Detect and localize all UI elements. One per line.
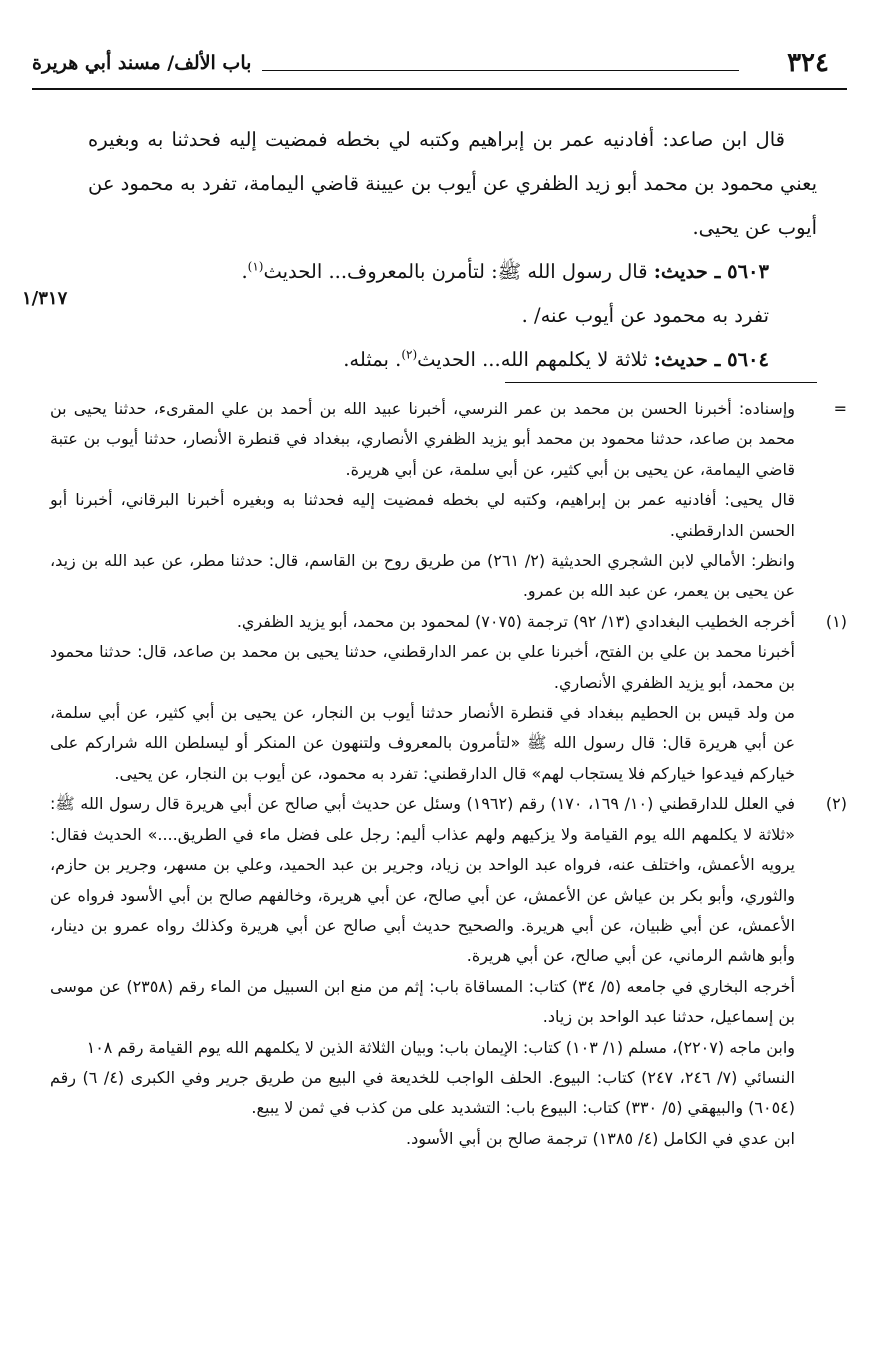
footnote-2 bbox=[32, 789, 847, 1154]
hadith-text: قال رسول الله ﷺ: لتأمرن بالمعروف... الحديث bbox=[263, 260, 654, 283]
footnote-paragraph: في العلل للدارقطني (١٠/ ١٦٩، ١٧٠) رقم (١٩٦٢) وسئل عن حديث أبي صالح عن أبي هريرة قال رسول الله ﷺ: «ثلاثة لا يكلمهم الله يوم القيامة ولا يزكيهم ولهم عذاب أليم: رجل على فضل ماء في الطريق....» الحديث فقال: يرويه الأعمش، واختلف عنه، فرواه عبد الواحد بن زياد، وجرير بن عبد الحميد، وعلي بن مسهر، وجرير بن حازم، والثوري، وأبو بكر بن عياش عن الأعمش، عن أبي صالح، عن أبي هريرة، وخالفهم صالح بن أبي الأسود فرواه عن الأعمش، عن أبي ظبيان، عن أبي هريرة. والصحيح حديث أبي صالح عن أبي هريرة وكذلك رواه عمرو بن دينار، وأبو هاشم الرماني، عن أبي صالح، عن أبي هريرة. bbox=[50, 794, 796, 966]
footnote-paragraph: من ولد قيس بن الحطيم ببغداد في قنطرة الأنصار حدثنا أيوب بن النجار، عن يحيى بن أبي كثير، عن أبي سلمة، عن أبي هريرة قال: قال رسول الله ﷺ «لتأمرون بالمعروف ولتنهون عن المنكر أو ليسلطن الله شراركم على خياركم فيدعوا خياركم فلا يستجاب لهم» قال الدارقطني: تفرد به محمود، عن أيوب بن النجار، عن يحيى. bbox=[50, 703, 795, 783]
footnote-separator bbox=[505, 382, 817, 383]
hadith-text: ثلاثة لا يكلمهم الله... الحديث bbox=[417, 348, 654, 371]
continuation-mark: = bbox=[833, 399, 847, 418]
footnote-paragraph: وانظر: الأمالي لابن الشجري الحديثية (٢/ ٢٦١) من طريق روح بن القاسم، قال: حدثنا مطر، عن عبد الله بن زيد، عن يحيى بن يعمر، عن عبد الله بن عمرو. bbox=[50, 551, 795, 601]
page-header bbox=[32, 38, 847, 88]
footnotes bbox=[32, 394, 847, 1154]
header-dash bbox=[262, 70, 739, 71]
footnote-paragraph: قال يحيى: أفادنيه عمر بن إبراهيم، وكتبه لي بخطه فمضيت إليه فحدثنا به وبغيره أخبرنا البرقاني، أخبرنا أبو الحسن الدارقطني. bbox=[50, 490, 795, 540]
hadith-number: ٥٦٠٤ ـ حديث: bbox=[653, 348, 769, 371]
footnote-ref-1: (١) bbox=[247, 259, 264, 274]
footnote-paragraph: وإسناده: أخبرنا الحسن بن محمد بن عمر النرسي، أخبرنا عبيد الله بن أحمد بن علي المقرىء، حدثنا يحيى بن محمد بن صاعد، حدثنا محمود بن محمد أبو يزيد الظفري الأنصاري، ببغداد في قنطرة الأنصار، حدثنا أيوب بن عتبة قاضي اليمامة، عن يحيى بن أبي كثير، عن أبي سلمة، عن أبي هريرة. bbox=[50, 399, 795, 479]
page-number: ٣٢٤ bbox=[787, 48, 829, 78]
footnote-paragraph: ابن عدي في الكامل (٤/ ١٣٨٥) ترجمة صالح بن أبي الأسود. bbox=[406, 1128, 795, 1148]
hadith-end: . bbox=[241, 260, 248, 283]
tafarrud-line: تفرد به محمود عن أيوب عنه/ . bbox=[521, 304, 769, 327]
hadith-number: ٥٦٠٣ ـ حديث: bbox=[653, 260, 769, 283]
paragraph-ibn-saed: قال ابن صاعد: أفادنيه عمر بن إبراهيم وكتبه لي بخطه فمضيت إليه فحدثنا به وبغيره يعني محمود بن محمد أبو زيد الظفري عن أيوب بن عيينة قاضي اليمامة، تفرد به محمود عن أيوب عن يحيى. bbox=[88, 128, 817, 239]
running-title: باب الألف/ مسند أبي هريرة bbox=[32, 52, 252, 74]
footnote-paragraph: وابن ماجه (٢٢٠٧)، مسلم (١/ ١٠٣) كتاب: الإيمان باب: وبيان الثلاثة الذين لا يكلمهم الله يوم القيامة رقم ١٠٨ bbox=[86, 1037, 795, 1057]
footnote-paragraph: أخبرنا محمد بن علي بن الفتح، أخبرنا علي بن عمر الدارقطني، حدثنا يحيى بن محمد بن صاعد، قال: حدثنا محمود بن محمد، أبو يزيد الظفري الأنصاري. bbox=[50, 642, 795, 692]
footnote-label: (١) bbox=[825, 611, 847, 631]
hadith-end: . بمثله. bbox=[343, 348, 402, 371]
main-text bbox=[88, 118, 817, 382]
manuscript-folio-marker: ١/٣١٧ bbox=[22, 288, 68, 309]
footnote-1 bbox=[32, 607, 847, 789]
footnote-paragraph: أخرجه البخاري في جامعه (٥/ ٣٤) كتاب: المساقاة باب: إثم من منع ابن السبيل من الماء رقم (٢٣٥٨) عن موسى بن إسماعيل، حدثنا عبد الواحد بن زياد. bbox=[50, 976, 796, 1027]
footnote-continuation bbox=[32, 394, 847, 607]
footnote-paragraph: النسائي (٧/ ٢٤٦، ٢٤٧) كتاب: البيوع. الحلف الواجب للخديعة في البيع من طريق جرير وفي الكبرى (٤/ ٦) رقم (٦٠٥٤) والبيهقي (٥/ ٣٣٠) كتاب: البيوع باب: التشديد على من كذب في ثمن لا يبيع. bbox=[50, 1067, 795, 1118]
footnote-ref-2: (٢) bbox=[401, 347, 418, 362]
hadith-5603 bbox=[88, 250, 817, 294]
footnote-paragraph: أخرجه الخطيب البغدادي (١٣/ ٩٢) ترجمة (٧٠٧٥) لمحمود بن محمد، أبو يزيد الظفري. bbox=[236, 611, 795, 631]
footnote-label: (٢) bbox=[825, 794, 847, 814]
header-rule bbox=[32, 88, 847, 90]
hadith-5604 bbox=[88, 338, 817, 382]
